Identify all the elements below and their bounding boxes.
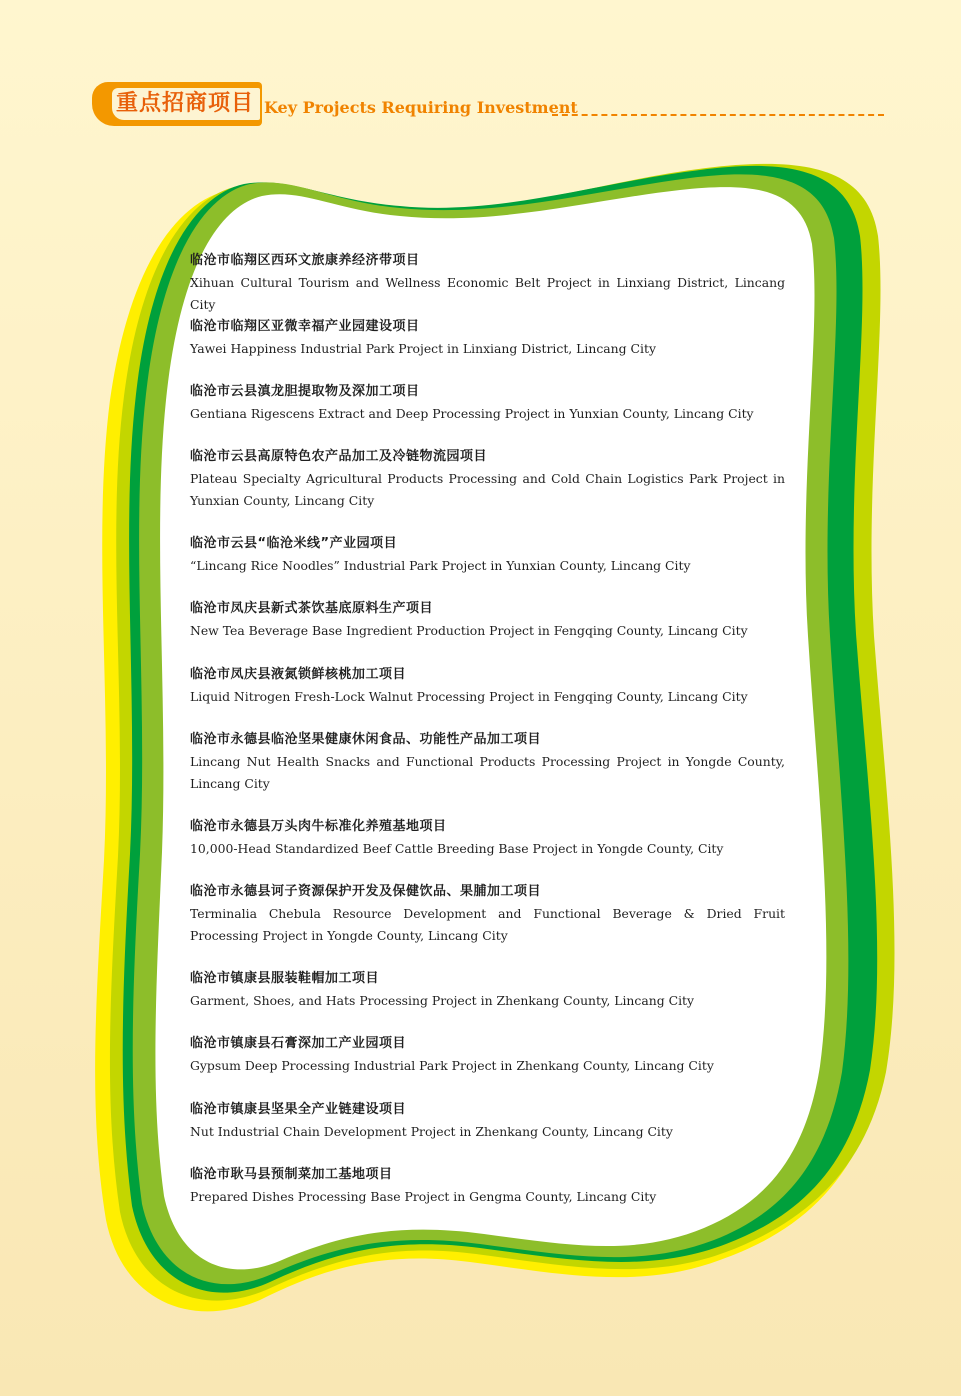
project-title-chinese: 临沧市永德县万头肉牛标准化养殖基地项目 [190, 819, 447, 834]
project-title-english: 10,000-Head Standardized Beef Cattle Breeding Base Project in Yongde County, City [190, 841, 724, 856]
section-title-english: Key Projects Requiring Investment [264, 98, 578, 117]
project-title-chinese: 临沧市云县高原特色农产品加工及冷链物流园项目 [190, 449, 488, 464]
project-title-english: New Tea Beverage Base Ingredient Production Project in Fengqing County, Lincang City [190, 623, 748, 638]
project-title-english: Gypsum Deep Processing Industrial Park Project in Zhenkang County, Lincang City [190, 1058, 714, 1073]
project-title-english: Liquid Nitrogen Fresh-Lock Walnut Processing Project in Fengqing County, Lincang City [190, 689, 748, 704]
project-title-english: Xihuan Cultural Tourism and Wellness Economic Belt Project in Linxiang District, Lincang City [190, 275, 785, 312]
project-item [190, 1035, 785, 1077]
project-title-chinese: 临沧市凤庆县新式茶饮基底原料生产项目 [190, 601, 434, 616]
project-title-english: Plateau Specialty Agricultural Products Processing and Cold Chain Logistics Park Project in Yunxian County, Lincang City [190, 471, 785, 508]
project-item [190, 970, 785, 1012]
project-title-chinese: 临沧市镇康县服装鞋帽加工项目 [190, 971, 380, 986]
project-item [190, 535, 785, 577]
project-title-chinese: 临沧市耿马县预制菜加工基地项目 [190, 1167, 393, 1182]
project-item [190, 318, 785, 360]
project-title-english: Terminalia Chebula Resource Development and Functional Beverage & Dried Fruit Processing Project in Yongde County, Lincang City [190, 906, 785, 943]
project-item [190, 1101, 785, 1143]
project-item [190, 666, 785, 708]
project-title-chinese: 临沧市凤庆县液氮锁鲜核桃加工项目 [190, 667, 407, 682]
project-title-chinese: 临沧市永德县诃子资源保护开发及保健饮品、果脯加工项目 [190, 884, 542, 899]
project-item [190, 383, 785, 425]
project-title-english: Gentiana Rigescens Extract and Deep Processing Project in Yunxian County, Lincang City [190, 406, 754, 421]
project-item [190, 731, 785, 795]
project-title-chinese: 临沧市临翔区亚微幸福产业园建设项目 [190, 319, 420, 334]
project-title-chinese: 临沧市云县滇龙胆提取物及深加工项目 [190, 384, 420, 399]
project-title-chinese: 临沧市镇康县石膏深加工产业园项目 [190, 1036, 407, 1051]
project-title-chinese: 临沧市永德县临沧坚果健康休闲食品、功能性产品加工项目 [190, 732, 542, 747]
project-title-chinese: 临沧市镇康县坚果全产业链建设项目 [190, 1102, 407, 1117]
project-item [190, 818, 785, 860]
project-title-english: Nut Industrial Chain Development Project in Zhenkang County, Lincang City [190, 1124, 673, 1139]
project-title-english: Garment, Shoes, and Hats Processing Project in Zhenkang County, Lincang City [190, 993, 695, 1008]
project-item [190, 1166, 785, 1208]
project-title-chinese: 临沧市云县“临沧米线”产业园项目 [190, 536, 398, 551]
project-item [190, 883, 785, 947]
section-title-chinese: 重点招商项目 [116, 91, 255, 116]
project-title-english: Prepared Dishes Processing Base Project in Gengma County, Lincang City [190, 1189, 657, 1204]
project-title-chinese: 临沧市临翔区西环文旅康养经济带项目 [190, 253, 420, 268]
project-item [190, 252, 785, 316]
project-item [190, 448, 785, 512]
project-title-english: “Lincang Rice Noodles” Industrial Park Project in Yunxian County, Lincang City [190, 558, 691, 573]
project-title-english: Lincang Nut Health Snacks and Functional Products Processing Project in Yongde County, Lincang City [190, 754, 785, 791]
project-item [190, 600, 785, 642]
project-title-english: Yawei Happiness Industrial Park Project in Linxiang District, Lincang City [190, 341, 656, 356]
